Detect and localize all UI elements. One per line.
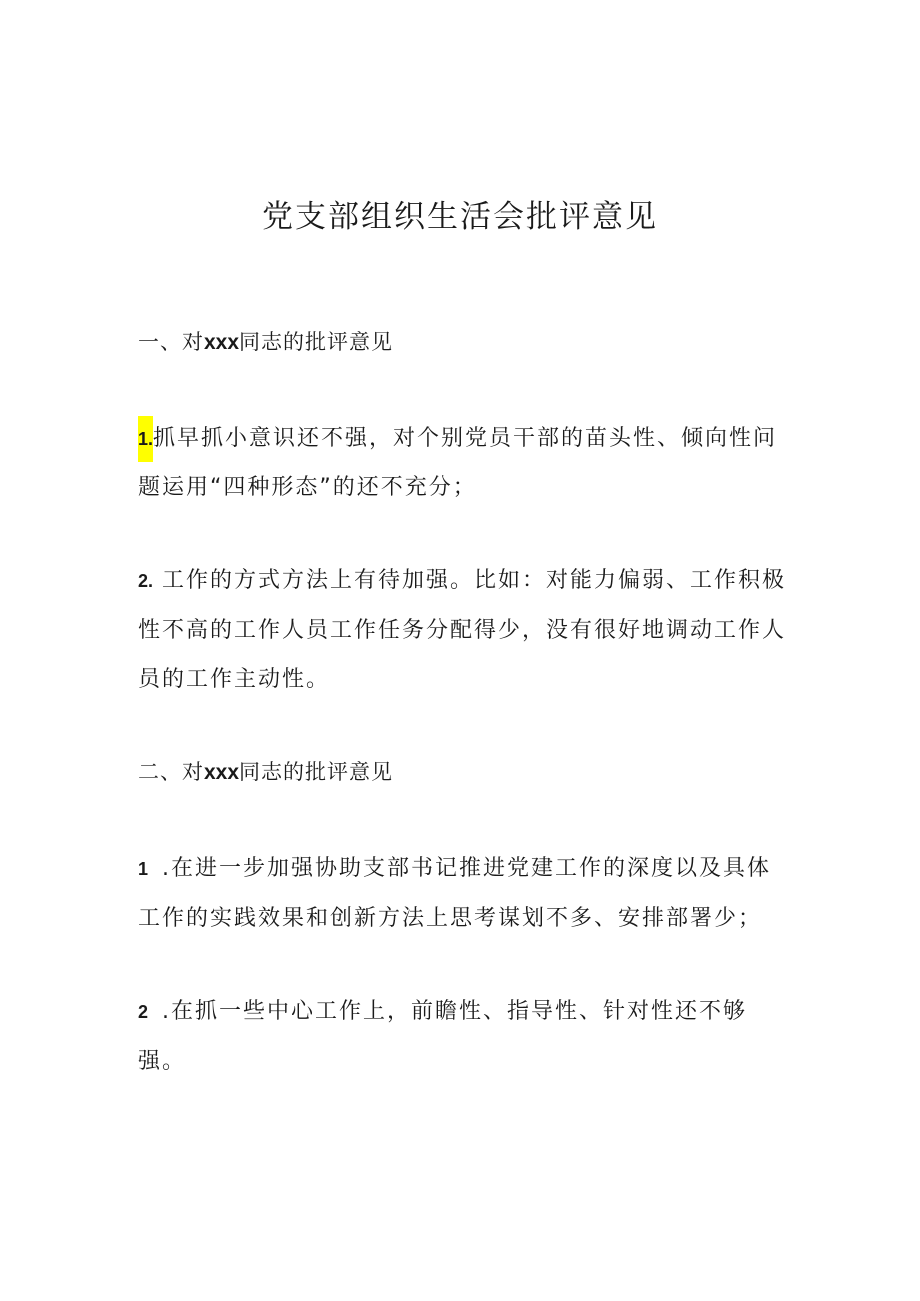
item-number: 2 (138, 1002, 149, 1022)
section-heading-1 (138, 327, 393, 358)
item-number: 2. (138, 571, 154, 591)
section-2-item-2 (138, 987, 788, 1086)
item-text: .在进一步加强协助支部书记推进党建工作的深度以及具体工作的实践效果和创新方法上思考谋划不多、安排部署少； (138, 856, 772, 931)
section-heading-prefix: 二、对 (138, 760, 204, 784)
item-text: 工作的方式方法上有待加强。比如：对能力偏弱、工作积极性不高的工作人员工作任务分配得少，没有很好地调动工作人员的工作主动性。 (138, 568, 787, 692)
item-number-highlighted: 1. (138, 416, 153, 462)
section-1-item-2 (138, 556, 788, 704)
section-heading-name: xxx (204, 331, 240, 354)
item-text: .在抓一些中心工作上，前瞻性、指导性、针对性还不够强。 (138, 999, 748, 1074)
section-heading-name: xxx (204, 761, 240, 784)
section-1-item-1 (138, 414, 788, 512)
item-text: 抓早抓小意识还不强，对个别党员干部的苗头性、倾向性问题运用“四种形态”的还不充分； (138, 426, 778, 500)
section-heading-suffix: 同志的批评意见 (239, 760, 394, 784)
document-title: 党支部组织生活会批评意见 (262, 199, 658, 235)
section-heading-suffix: 同志的批评意见 (239, 330, 394, 354)
section-heading-prefix: 一、对 (138, 330, 204, 354)
section-2-item-1 (138, 844, 788, 943)
item-number: 1 (138, 859, 149, 879)
section-heading-2 (138, 757, 393, 788)
